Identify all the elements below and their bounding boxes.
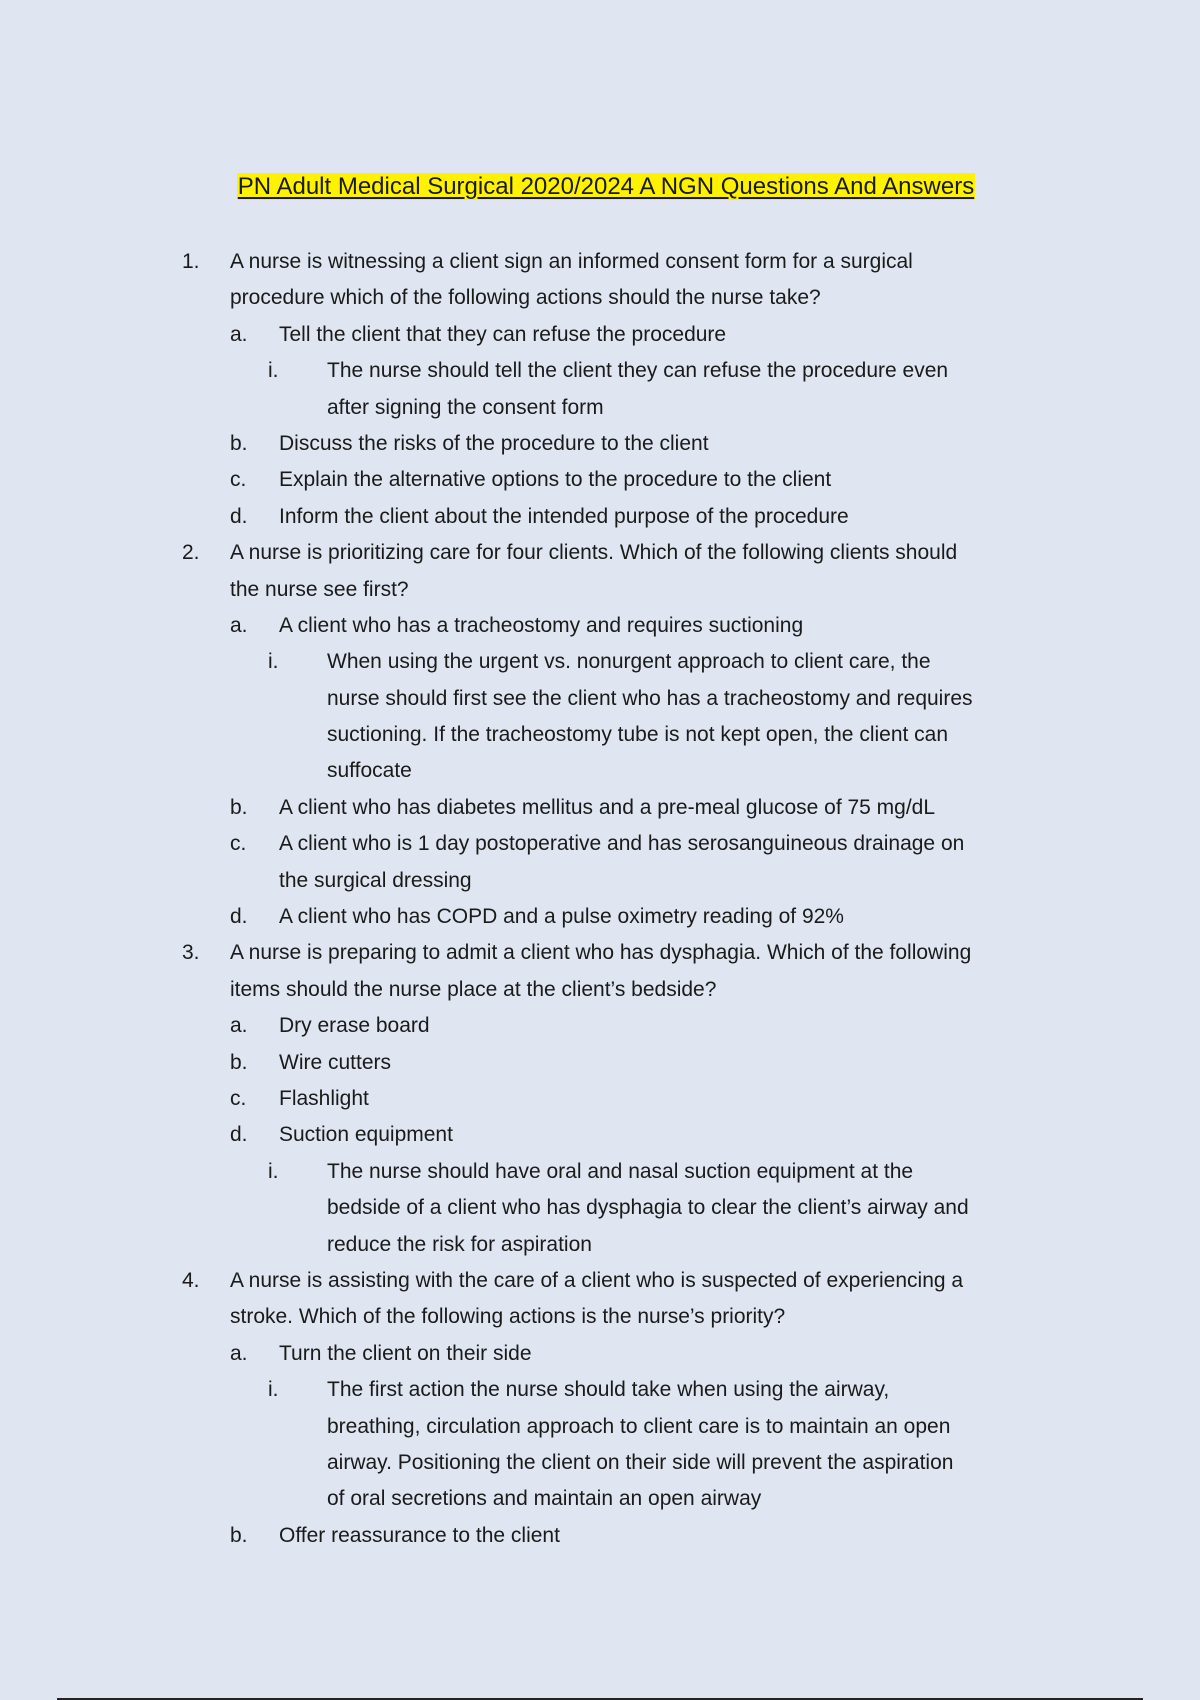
option-text: Tell the client that they can refuse the procedure [279,322,727,346]
option-marker: b. [230,1050,248,1074]
option-line [0,1008,1200,1044]
document-title-text: PN Adult Medical Surgical 2020/2024 A NGN Questions And Answers [237,173,975,200]
option-marker: b. [230,795,248,819]
option-marker: b. [230,1523,248,1547]
option-line [0,1117,1200,1153]
rationale-text: breathing, circulation approach to client care is to maintain an open [327,1414,951,1438]
option-line [0,1045,1200,1081]
question-line [0,572,1200,608]
rationale-text: The nurse should tell the client they can refuse the procedure even [327,359,949,383]
rationale-line [0,717,1200,753]
rationale-text: airway. Positioning the client on their side will prevent the aspiration [327,1450,954,1474]
rationale-marker: i. [268,650,279,674]
question-text: procedure which of the following actions should the nurse take? [230,286,821,310]
rationale-line [0,353,1200,389]
option-text: Discuss the risks of the procedure to the client [279,431,709,455]
rationale-text: The first action the nurse should take when using the airway, [327,1378,890,1402]
option-marker: a. [230,1014,248,1038]
option-text: Inform the client about the intended purpose of the procedure [279,504,849,528]
option-text: the surgical dressing [279,868,472,892]
rationale-line [0,390,1200,426]
rationale-text: after signing the consent form [327,395,604,419]
option-marker: a. [230,1341,248,1365]
option-marker: b. [230,431,248,455]
option-line [0,1336,1200,1372]
rationale-text: bedside of a client who has dysphagia to clear the client’s airway and [327,1196,969,1220]
option-text: Flashlight [279,1086,369,1110]
option-line [0,790,1200,826]
rationale-line [0,1445,1200,1481]
rationale-marker: i. [268,1159,279,1183]
question-marker: 4. [182,1268,200,1292]
option-marker: d. [230,905,248,929]
option-text: Explain the alternative options to the procedure to the client [279,468,832,492]
rationale-line [0,1409,1200,1445]
question-marker: 1. [182,250,200,273]
question-line [0,1263,1200,1299]
option-text: Wire cutters [279,1050,392,1074]
question-text: A nurse is witnessing a client sign an informed consent form for a surgical [230,250,913,273]
option-line [0,462,1200,498]
rationale-line [0,1190,1200,1226]
option-line [0,1081,1200,1117]
question-text: A nurse is preparing to admit a client who has dysphagia. Which of the following [230,941,972,965]
question-line [0,280,1200,316]
question-text: the nurse see first? [230,577,409,601]
rationale-marker: i. [268,359,279,383]
option-marker: c. [230,468,247,492]
rationale-line [0,681,1200,717]
option-marker: a. [230,613,248,637]
option-line [0,499,1200,535]
option-marker: d. [230,1123,248,1147]
option-text: Suction equipment [279,1123,453,1147]
question-line [0,935,1200,971]
rationale-line [0,1227,1200,1263]
option-text: A client who has a tracheostomy and requires suctioning [279,613,804,637]
option-marker: d. [230,504,248,528]
question-line [0,244,1200,280]
rationale-text: nurse should first see the client who has a tracheostomy and requires [327,686,973,710]
option-text: Offer reassurance to the client [279,1523,560,1547]
option-text: Dry erase board [279,1014,430,1038]
option-line [0,608,1200,644]
question-text: A nurse is prioritizing care for four clients. Which of the following clients should [230,541,958,565]
option-marker: c. [230,832,247,856]
rationale-text: When using the urgent vs. nonurgent approach to client care, the [327,650,931,674]
rationale-text: suctioning. If the tracheostomy tube is not kept open, the client can [327,723,949,747]
rationale-text: of oral secretions and maintain an open airway [327,1487,762,1511]
question-text: items should the nurse place at the client’s bedside? [230,977,717,1001]
question-text: stroke. Which of the following actions is the nurse’s priority? [230,1305,786,1329]
option-marker: a. [230,322,248,346]
option-line [0,863,1200,899]
rationale-line [0,1481,1200,1517]
rationale-line [0,1372,1200,1408]
rationale-marker: i. [268,1378,279,1402]
question-line [0,535,1200,571]
rationale-text: The nurse should have oral and nasal suction equipment at the [327,1159,914,1183]
rationale-line [0,1154,1200,1190]
question-line [0,972,1200,1008]
option-line [0,1518,1200,1554]
rationale-line [0,644,1200,680]
option-line [0,317,1200,353]
rationale-text: reduce the risk for aspiration [327,1232,592,1256]
question-line [0,1299,1200,1335]
option-text: A client who is 1 day postoperative and has serosanguineous drainage on [279,832,965,856]
document-title [0,171,1200,203]
rationale-text: suffocate [327,759,412,783]
rationale-line [0,753,1200,789]
option-text: A client who has COPD and a pulse oximetry reading of 92% [279,905,844,929]
question-marker: 2. [182,541,200,565]
question-marker: 3. [182,941,200,965]
option-marker: c. [230,1086,247,1110]
option-line [0,899,1200,935]
question-text: A nurse is assisting with the care of a client who is suspected of experiencing a [230,1268,964,1292]
option-line [0,826,1200,862]
option-line [0,426,1200,462]
question-list [0,244,1200,1554]
option-text: A client who has diabetes mellitus and a pre-meal glucose of 75 mg/dL [279,795,936,819]
option-text: Turn the client on their side [279,1341,532,1365]
